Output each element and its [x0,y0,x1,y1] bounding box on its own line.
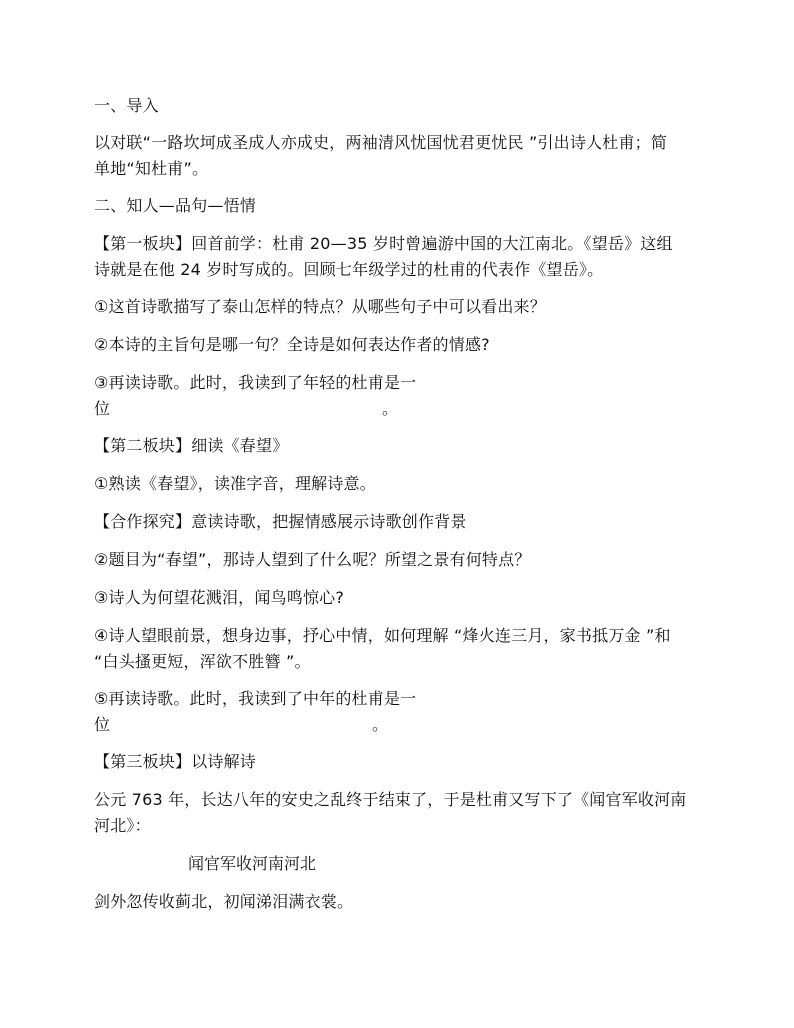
poem-title: 闻官军收河南河北 [188,854,317,873]
section2-heading: 二、知人—品句—悟情 [94,196,257,215]
block2-question2: ②题目为“春望”，那诗人望到了什么呢？所望之景有何特点？ [94,550,531,569]
block2-question5-blank-end: 。 [372,715,389,734]
block2-question4-line1: ④诗人望眼前景，想身边事，抒心中情，如何理解 “烽火连三月，家书抵万金 ”和 [94,626,671,645]
block3-paragraph-line1: 公元 763 年，长达八年的安史之乱终于结束了，于是杜甫又写下了《闻官军收河南 [94,790,687,809]
poem-line1: 剑外忽传收蓟北，初闻涕泪满衣裳。 [94,892,354,911]
block2-question1: ①熟读《春望》，读准字音，理解诗意。 [94,474,376,493]
block1-question2: ②本诗的主旨句是哪一句？全诗是如何表达作者的情感? [94,335,490,354]
block2-heading: 【第二板块】细读《春望》 [94,436,289,455]
block2-question3: ③诗人为何望花溅泪，闻鸟鸣惊心? [94,588,345,607]
block2-cooperative-inquiry: 【合作探究】意读诗歌，把握情感展示诗歌创作背景 [94,512,467,531]
block1-intro-line2: 诗就是在他 24 岁时写成的。回顾七年级学过的杜甫的代表作《望岳》。 [94,260,604,279]
block1-question3-line2: 位 [94,399,111,418]
block1-intro-line1: 【第一板块】回首前学：杜甫 20—35 岁时曾遍游中国的大江南北。《望岳》这组 [94,234,673,253]
section1-paragraph-cont: 单地“知杜甫”。 [94,159,209,178]
block1-question1: ①这首诗歌描写了泰山怎样的特点？从哪些句子中可以看出来？ [94,297,546,316]
block2-question5-line2: 位 [94,715,111,734]
block3-paragraph-line2: 河北》： [94,816,151,835]
section1-paragraph: 以对联“一路坎坷成圣成人亦成史，两袖清风忧国忧君更忧民 ”引出诗人杜甫；简 [94,133,668,152]
block2-question5-line1: ⑤再读诗歌。此时，我读到了中年的杜甫是一 [94,689,417,708]
block1-question3-line1: ③再读诗歌。此时，我读到了年轻的杜甫是一 [94,373,417,392]
block3-heading: 【第三板块】以诗解诗 [94,752,257,771]
section1-heading: 一、导入 [94,96,159,115]
block2-question4-line2: “白头搔更短，浑欲不胜簪 ”。 [94,652,311,671]
block1-question3-blank-end: 。 [382,399,399,418]
